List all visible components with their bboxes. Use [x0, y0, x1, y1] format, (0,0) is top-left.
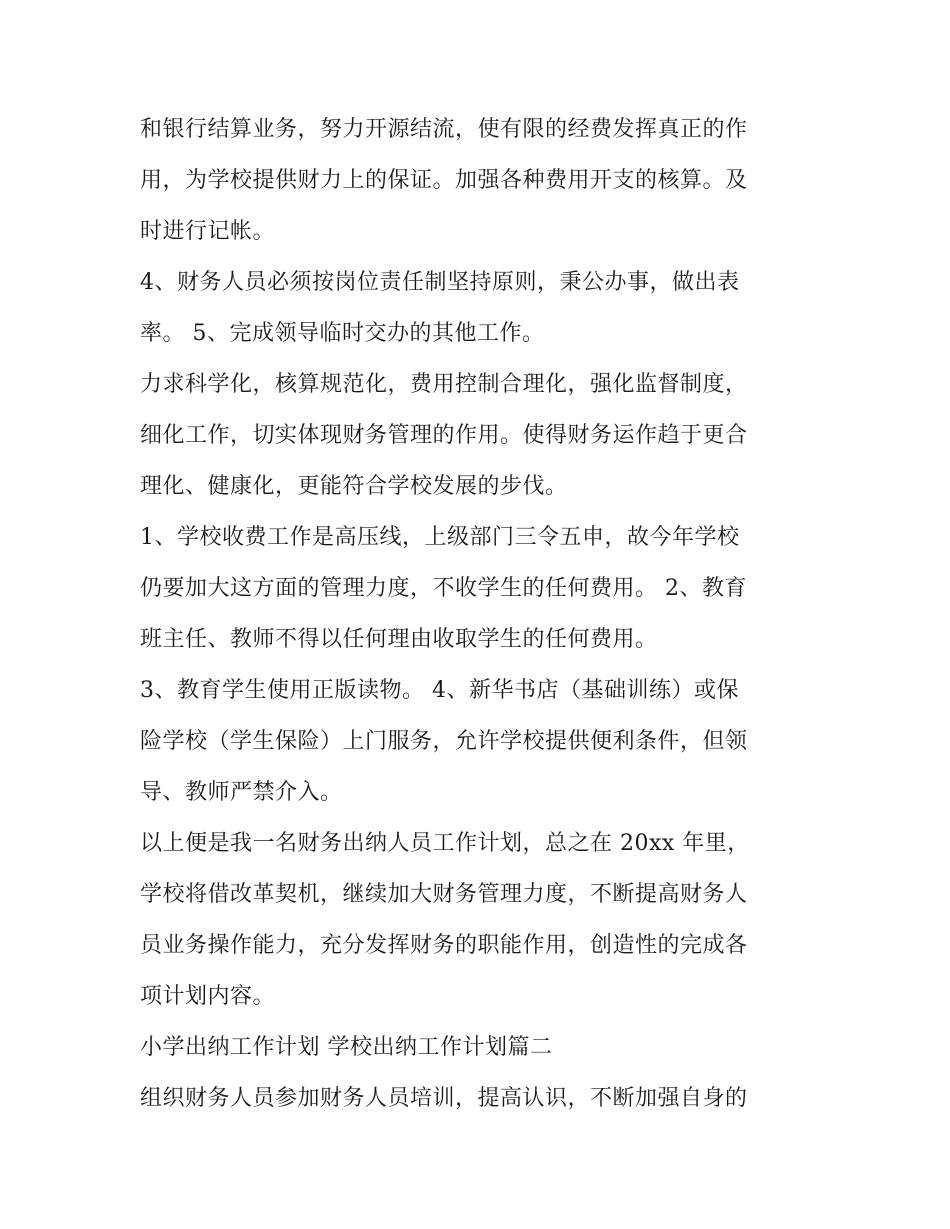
- text-line: 项计划内容。: [140, 984, 276, 1009]
- paragraph-training: [140, 1073, 820, 1124]
- text-line: 4、财务人员必须按岗位责任制坚持原则，秉公办事，做出表: [140, 270, 740, 295]
- text-line: 班主任、教师不得以任何理由收取学生的任何费用。: [140, 627, 658, 652]
- text-line: 时进行记帐。: [140, 219, 276, 244]
- text-line: 仍要加大这方面的管理力度，不收学生的任何费用。 2、教育: [140, 576, 747, 601]
- text-line: 以上便是我一名财务出纳人员工作计划，总之在 20xx 年里，: [140, 831, 750, 856]
- document-body: [140, 104, 820, 1124]
- paragraph-item-4-5: [140, 257, 820, 359]
- section-heading: [140, 1022, 820, 1073]
- paragraph-item-3-4: [140, 665, 820, 818]
- text-line: 理化、健康化，更能符合学校发展的步伐。: [140, 474, 568, 499]
- text-line: 1、学校收费工作是高压线，上级部门三令五申，故今年学校: [140, 525, 740, 550]
- text-line: 细化工作，切实体现财务管理的作用。使得财务运作趋于更合: [140, 423, 748, 448]
- text-line: 导、教师严禁介入。: [140, 780, 343, 805]
- text-line: 用，为学校提供财力上的保证。加强各种费用开支的核算。及: [140, 168, 748, 193]
- text-line: 学校将借改革契机，继续加大财务管理力度，不断提高财务人: [140, 882, 748, 907]
- heading-line: 小学出纳工作计划 学校出纳工作计划篇二: [140, 1035, 553, 1060]
- text-line: 率。 5、完成领导临时交办的其他工作。: [140, 321, 545, 346]
- text-line: 力求科学化，核算规范化，费用控制合理化，强化监督制度，: [140, 372, 748, 397]
- text-line: 3、教育学生使用正版读物。 4、新华书店（基础训练）或保: [140, 678, 739, 703]
- text-line: 和银行结算业务，努力开源结流，使有限的经费发挥真正的作: [140, 117, 748, 142]
- paragraph-summary: [140, 818, 820, 1022]
- text-line: 组织财务人员参加财务人员培训，提高认识，不断加强自身的: [140, 1086, 748, 1111]
- text-line: 险学校（学生保险）上门服务，允许学校提供便利条件，但领: [140, 729, 748, 754]
- paragraph-standardization: [140, 359, 820, 512]
- paragraph-bank-settlement: [140, 104, 820, 257]
- paragraph-item-1-2: [140, 512, 820, 665]
- text-line: 员业务操作能力，充分发挥财务的职能作用，创造性的完成各: [140, 933, 748, 958]
